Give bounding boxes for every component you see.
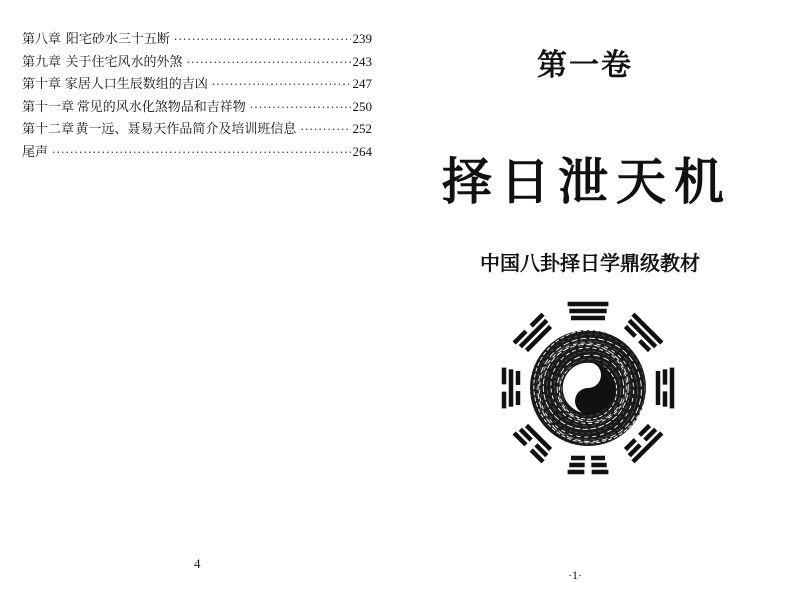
toc-entry[interactable] [22, 118, 372, 141]
toc-chapter-label: 第九章 [22, 54, 62, 70]
toc-dot-leader [250, 101, 351, 114]
toc-dot-leader [187, 56, 351, 69]
toc-page-number: 250 [352, 98, 372, 114]
toc-dot-leader [52, 146, 350, 159]
taiji-dot-black [584, 397, 592, 405]
trigram-mark [504, 368, 518, 409]
right-page-number: ·1· [568, 568, 582, 582]
toc-chapter-label: 第十章 [22, 77, 62, 92]
toc-entry[interactable] [22, 73, 372, 96]
toc-chapter-label: 尾声 [22, 144, 49, 160]
bagua-taiji-graphic [493, 293, 683, 483]
volume-heading: 第一卷 [537, 48, 633, 83]
toc-chapter-label: 第八章 [22, 32, 62, 47]
toc-entry-title: 黄一远、聂易天作品简介及培训班信息 [75, 122, 297, 137]
table-of-contents [22, 28, 372, 163]
toc-chapter-label: 第十一章 [22, 99, 75, 115]
taiji-dot-white [584, 371, 592, 379]
toc-entry[interactable] [22, 28, 372, 51]
toc-dot-leader [300, 123, 350, 136]
toc-entry[interactable] [22, 51, 372, 74]
toc-entry[interactable] [22, 96, 372, 119]
trigram-mark [514, 314, 550, 350]
trigram-mark [514, 425, 550, 461]
trigram-mark [625, 314, 661, 350]
toc-page-number: 243 [352, 53, 372, 69]
toc-entry-title: 常见的风水化煞物品和吉祥物 [76, 99, 246, 115]
trigram-mark [625, 425, 661, 461]
left-page-number: 4 [194, 556, 201, 571]
toc-dot-leader [174, 33, 351, 46]
toc-page-number: 252 [352, 121, 372, 136]
toc-entry[interactable] [22, 141, 372, 164]
book-subtitle: 中国八卦择日学鼎级教材 [480, 251, 700, 275]
toc-page-number: 239 [352, 31, 372, 46]
toc-entry-title: 家居人口生辰数组的吉凶 [64, 77, 208, 92]
toc-dot-leader [212, 78, 351, 91]
toc-entry-title: 阳宅砂水三十五断 [65, 32, 170, 47]
trigram-mark [568, 304, 609, 318]
toc-chapter-label: 第十二章 [22, 122, 75, 137]
toc-entry-title: 关于住宅风水的外煞 [65, 54, 183, 70]
trigram-mark [568, 458, 609, 472]
trigram-mark [658, 368, 672, 409]
bagua-taiji-icon [493, 293, 683, 483]
toc-page-number: 247 [352, 76, 372, 91]
toc-page-number: 264 [352, 143, 372, 159]
book-title: 择日泄天机 [442, 152, 732, 211]
